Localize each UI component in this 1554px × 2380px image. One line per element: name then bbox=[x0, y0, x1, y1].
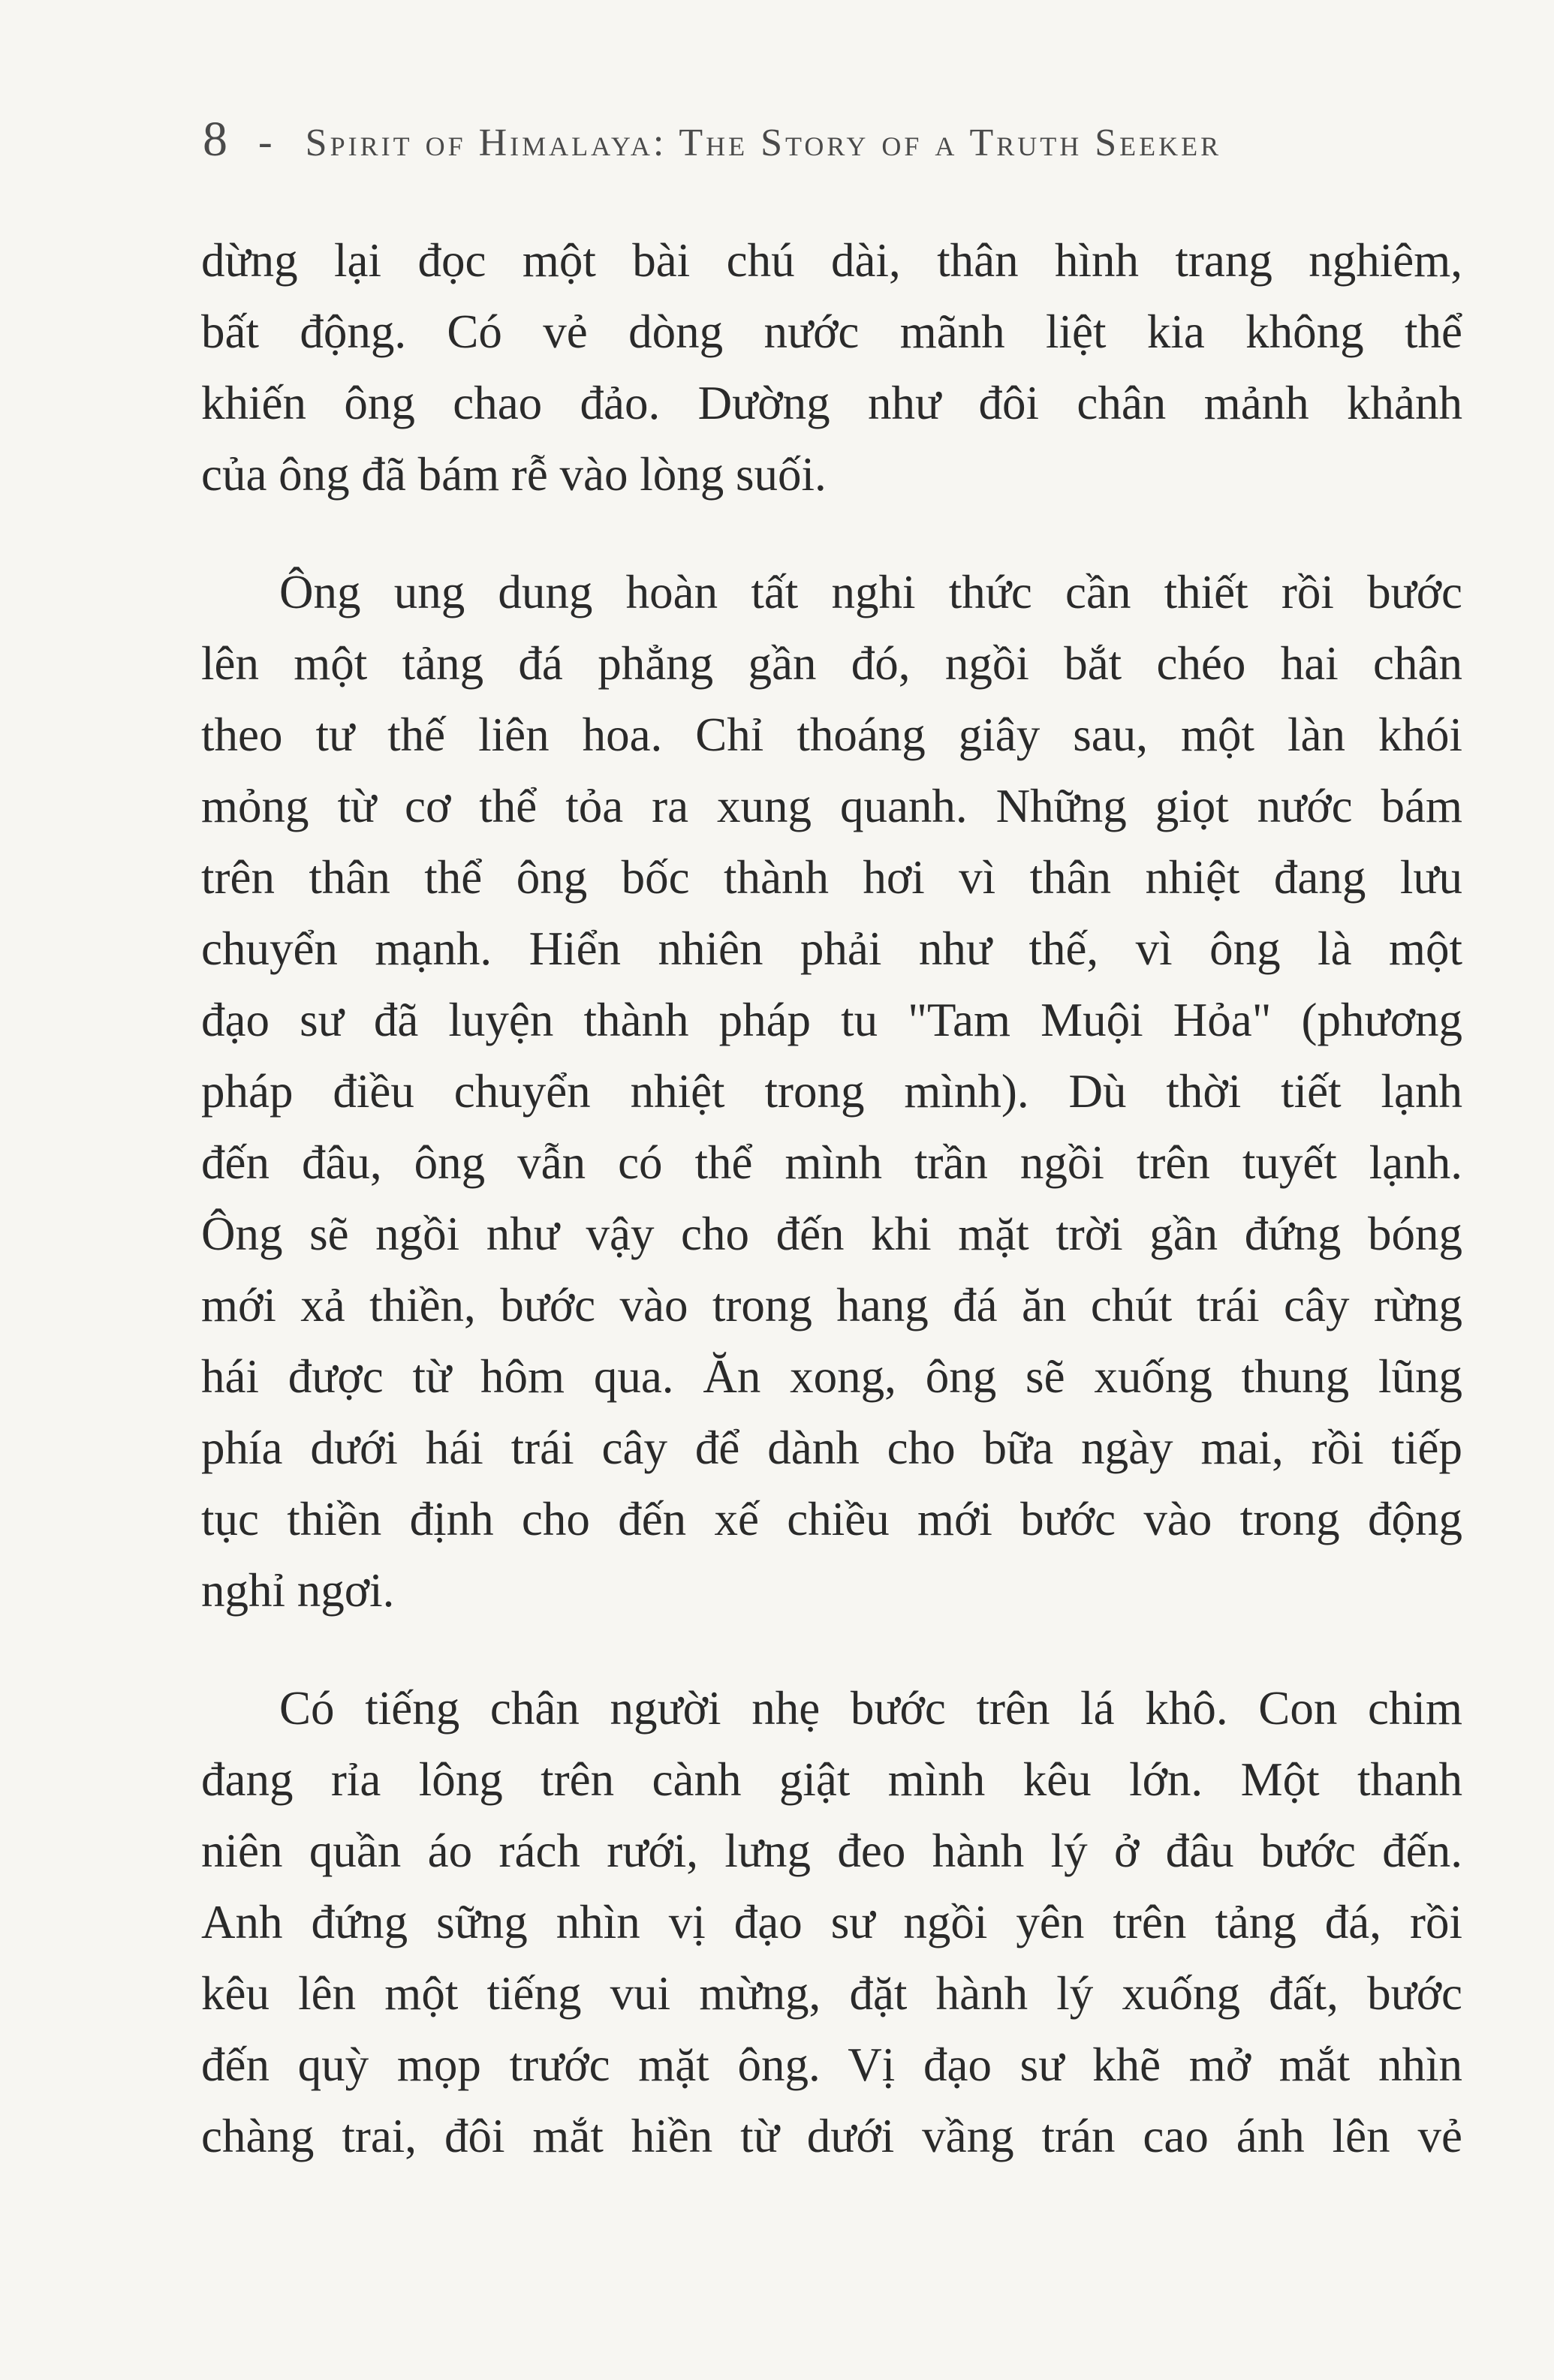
running-header bbox=[203, 111, 1479, 168]
text-line: Ông ung dung hoàn tất nghi thức cần thiết rồi bước bbox=[279, 566, 1462, 618]
text-line: hái được từ hôm qua. Ăn xong, ông sẽ xuống thung lũng bbox=[201, 1350, 1462, 1403]
text-line: đến đâu, ông vẫn có thể mình trần ngồi trên tuyết lạnh. bbox=[201, 1136, 1462, 1189]
text-line: dừng lại đọc một bài chú dài, thân hình trang nghiêm, bbox=[201, 234, 1462, 287]
text-line: đến quỳ mọp trước mặt ông. Vị đạo sư khẽ mở mắt nhìn bbox=[201, 2038, 1462, 2091]
text-line: bất động. Có vẻ dòng nước mãnh liệt kia không thể bbox=[201, 305, 1462, 358]
text-line: Có tiếng chân người nhẹ bước trên lá khô. Con chim bbox=[279, 1682, 1462, 1735]
text-line: đang rỉa lông trên cành giật mình kêu lớn. Một thanh bbox=[201, 1753, 1462, 1806]
text-line: chàng trai, đôi mắt hiền từ dưới vầng trán cao ánh lên vẻ bbox=[201, 2110, 1462, 2162]
text-line: mỏng từ cơ thể tỏa ra xung quanh. Những giọt nước bám bbox=[201, 780, 1462, 832]
text-line: kêu lên một tiếng vui mừng, đặt hành lý xuống đất, bước bbox=[201, 1967, 1462, 2020]
text-line: phía dưới hái trái cây để dành cho bữa ngày mai, rồi tiếp bbox=[201, 1422, 1462, 1474]
page-number: 8 bbox=[203, 112, 227, 167]
text-line: mới xả thiền, bước vào trong hang đá ăn chút trái cây rừng bbox=[201, 1279, 1462, 1331]
text-line: pháp điều chuyển nhiệt trong mình). Dù thời tiết lạnh bbox=[201, 1065, 1462, 1118]
text-line: khiến ông chao đảo. Dường như đôi chân mảnh khảnh bbox=[201, 377, 1462, 429]
text-line: của ông đã bám rễ vào lòng suối. bbox=[201, 448, 827, 501]
text-line: tục thiền định cho đến xế chiều mới bước vào trong động bbox=[201, 1493, 1462, 1545]
book-title: Spirit of Himalaya: The Story of a Truth Seeker bbox=[305, 122, 1222, 164]
header-separator: - bbox=[258, 119, 275, 165]
text-line: theo tư thế liên hoa. Chỉ thoáng giây sau, một làn khói bbox=[201, 709, 1462, 761]
text-line: niên quần áo rách rưới, lưng đeo hành lý ở đâu bước đến. bbox=[201, 1825, 1462, 1877]
text-line: đạo sư đã luyện thành pháp tu "Tam Muội Hỏa" (phương bbox=[201, 994, 1462, 1046]
paragraph-1 bbox=[201, 225, 1462, 510]
paragraph-2 bbox=[201, 557, 1462, 1626]
text-line: chuyển mạnh. Hiển nhiên phải như thế, vì ông là một bbox=[201, 922, 1462, 975]
text-line: Anh đứng sững nhìn vị đạo sư ngồi yên trên tảng đá, rồi bbox=[201, 1896, 1462, 1948]
text-line: Ông sẽ ngồi như vậy cho đến khi mặt trời gần đứng bóng bbox=[201, 1208, 1462, 1260]
text-line: nghỉ ngơi. bbox=[201, 1564, 395, 1617]
text-line: trên thân thể ông bốc thành hơi vì thân nhiệt đang lưu bbox=[201, 851, 1462, 904]
paragraph-3 bbox=[201, 1673, 1462, 2172]
body-text bbox=[201, 225, 1462, 2172]
text-line: lên một tảng đá phẳng gần đó, ngồi bắt chéo hai chân bbox=[201, 637, 1462, 690]
